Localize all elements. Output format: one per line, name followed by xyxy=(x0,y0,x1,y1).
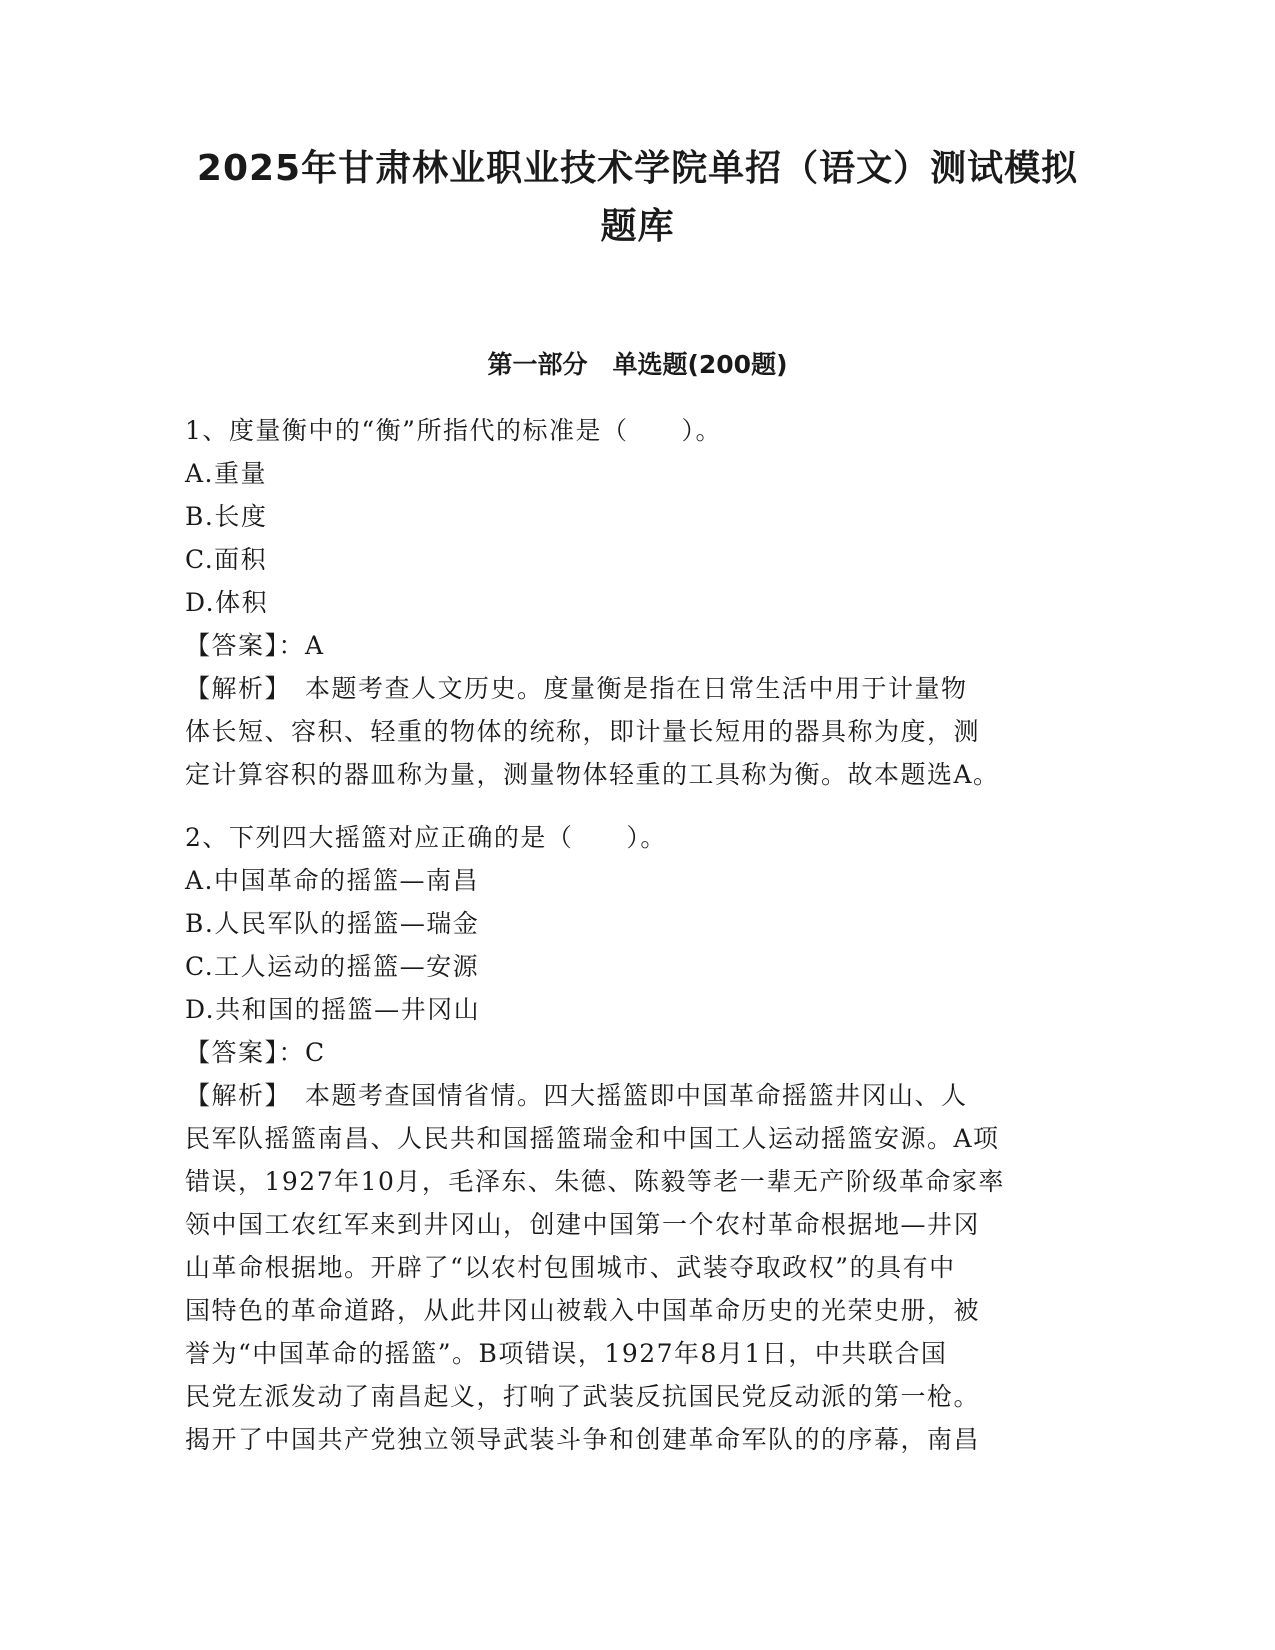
analysis-line: 体长短、容积、轻重的物体的统称，即计量长短用的器具称为度，测 xyxy=(185,717,981,746)
question-stem: 2、下列四大摇篮对应正确的是（ ）。 xyxy=(185,823,667,852)
analysis-line: 【解析】 本题考查人文历史。度量衡是指在日常生活中用于计量物 xyxy=(185,674,968,703)
question-list xyxy=(185,409,1075,1461)
option-a: A.重量 xyxy=(185,459,268,488)
analysis-line: 错误，1927年10月，毛泽东、朱德、陈毅等老一辈无产阶级革命家率 xyxy=(185,1167,1005,1196)
document-title xyxy=(150,140,1125,256)
analysis-line: 民党左派发动了南昌起义，打响了武装反抗国民党反动派的第一枪。 xyxy=(185,1382,981,1411)
document-title-line-1: 2025年甘肃林业职业技术学院单招（语文）测试模拟 xyxy=(196,148,1079,189)
analysis-line: 【解析】 本题考查国情省情。四大摇篮即中国革命摇篮井冈山、人 xyxy=(185,1081,968,1110)
option-c: C.工人运动的摇篮—安源 xyxy=(185,952,480,981)
option-b: B.人民军队的摇篮—瑞金 xyxy=(185,909,480,938)
question-stem: 1、度量衡中的“衡”所指代的标准是（ ）。 xyxy=(185,416,722,445)
document-title-line-2: 题库 xyxy=(600,206,675,247)
analysis-line: 誉为“中国革命的摇篮”。B项错误，1927年8月1日，中共联合国 xyxy=(185,1339,948,1368)
option-c: C.面积 xyxy=(185,545,268,574)
analysis-line: 领中国工农红军来到井冈山，创建中国第一个农村革命根据地—井冈 xyxy=(185,1210,981,1239)
option-d: D.体积 xyxy=(185,588,269,617)
option-d: D.共和国的摇篮—井冈山 xyxy=(185,995,481,1024)
question-block-1 xyxy=(185,409,1075,796)
analysis-line: 山革命根据地。开辟了“以农村包围城市、武装夺取政权”的具有中 xyxy=(185,1253,956,1282)
analysis-line: 民军队摇篮南昌、人民共和国摇篮瑞金和中国工人运动摇篮安源。A项 xyxy=(185,1124,1000,1153)
question-spacer xyxy=(185,796,1075,816)
option-a: A.中国革命的摇篮—南昌 xyxy=(185,866,480,895)
analysis-line: 国特色的革命道路，从此井冈山被载入中国革命历史的光荣史册，被 xyxy=(185,1296,981,1325)
analysis-line: 揭开了中国共产党独立领导武装斗争和创建革命军队的的序幕，南昌 xyxy=(185,1425,981,1454)
section-heading: 第一部分 单选题(200题) xyxy=(487,350,788,379)
option-b: B.长度 xyxy=(185,502,268,531)
answer-line: 【答案】：A xyxy=(185,631,325,660)
question-block-2 xyxy=(185,816,1075,1461)
analysis-line: 定计算容积的器皿称为量，测量物体轻重的工具称为衡。故本题选A。 xyxy=(185,760,1000,789)
answer-line: 【答案】：C xyxy=(185,1038,326,1067)
